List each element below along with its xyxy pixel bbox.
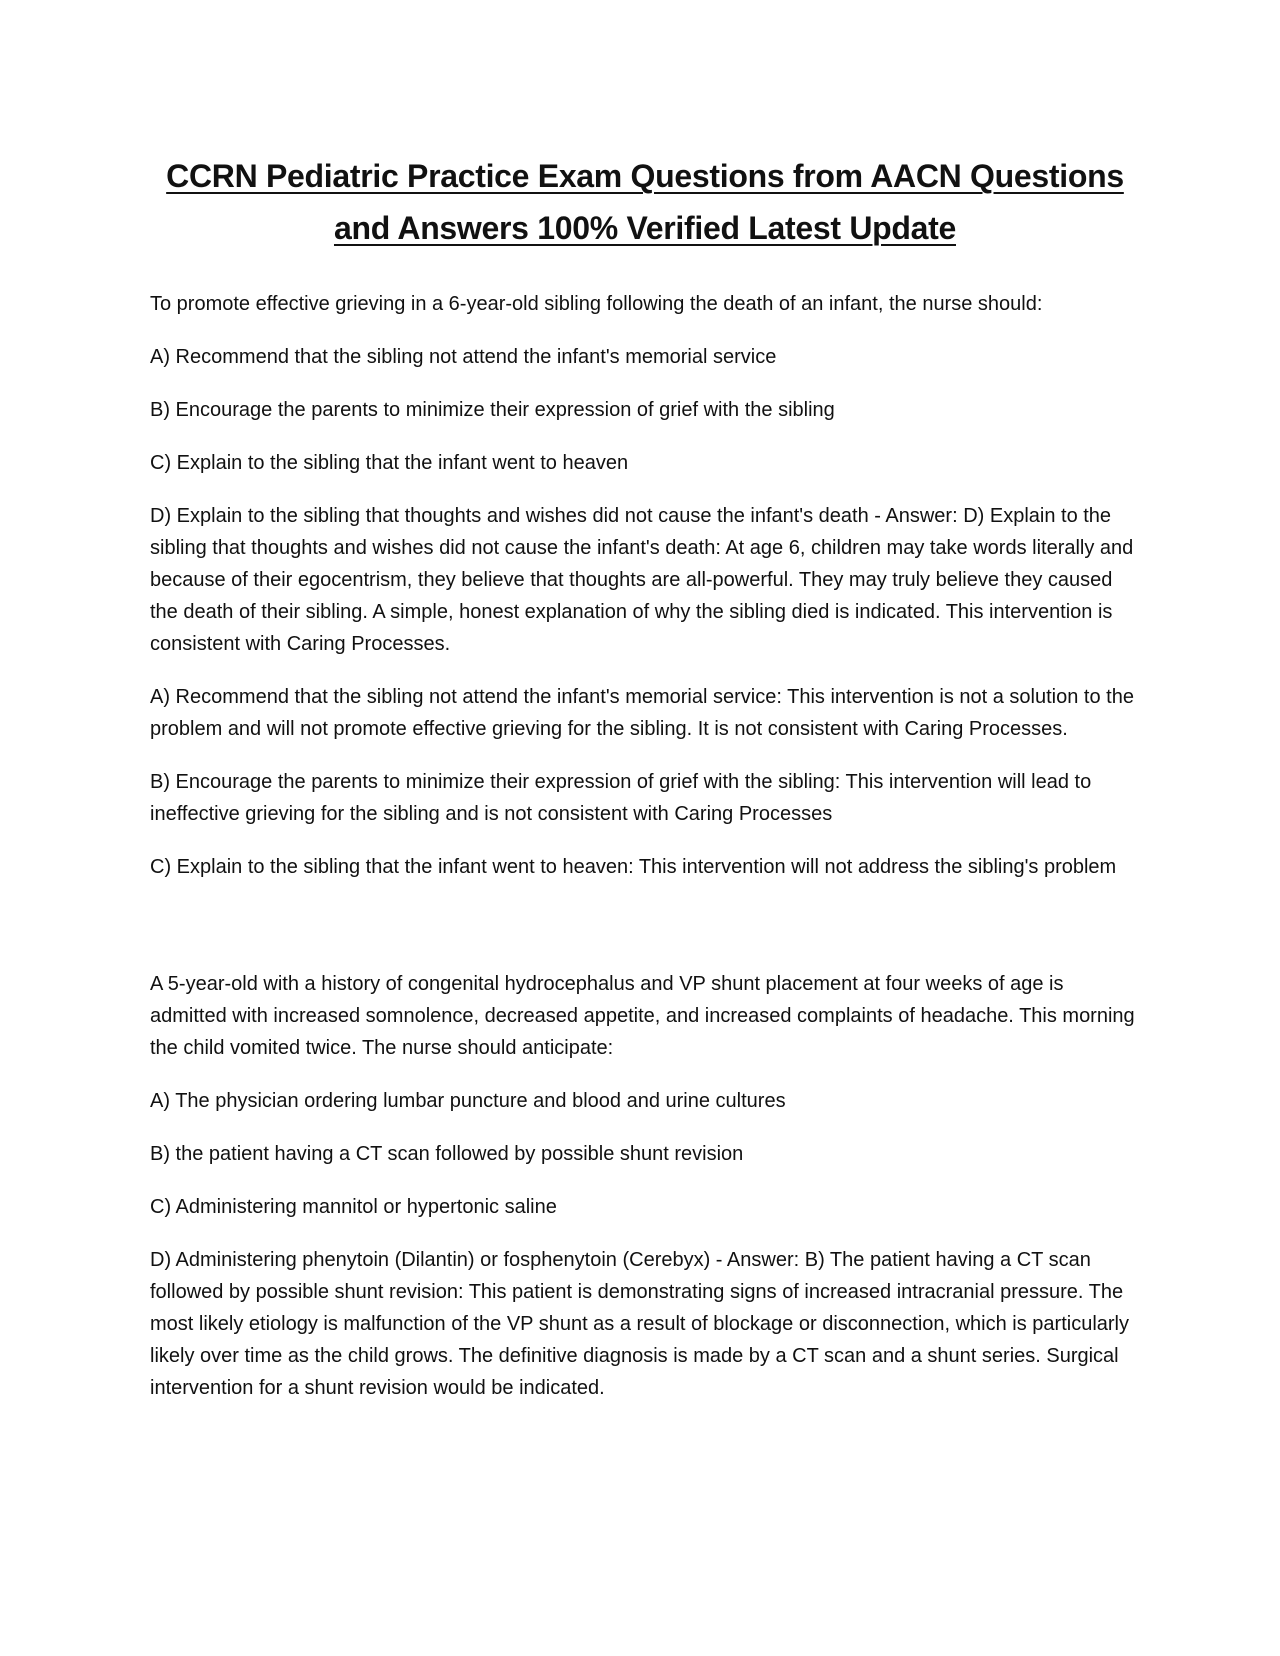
question-2-stem: A 5-year-old with a history of congenital hydrocephalus and VP shunt placement at four weeks of age is admitted with increased somnolence, decreased appetite, and increased complaints of headache. This morning the child vomited twice. The nurse should anticipate: — [150, 973, 1135, 1059]
question-2-option-a: A) The physician ordering lumbar puncture and blood and urine cultures — [150, 1090, 786, 1112]
title-line-1: CCRN Pediatric Practice Exam Questions from AACN Questions — [166, 158, 1124, 194]
question-2-option-c: C) Administering mannitol or hypertonic saline — [150, 1196, 557, 1218]
question-2-option-b: B) the patient having a CT scan followed by possible shunt revision — [150, 1143, 744, 1165]
title-line-2: and Answers 100% Verified Latest Update — [333, 210, 956, 246]
section-spacer — [150, 904, 1140, 968]
document-title — [150, 150, 1140, 254]
question-1-rationale-c: C) Explain to the sibling that the infant went to heaven: This intervention will not address the sibling's problem — [150, 856, 1117, 878]
question-1 — [150, 288, 1140, 883]
question-1-option-d-answer: D) Explain to the sibling that thoughts and wishes did not cause the infant's death - Answer: D) Explain to the sibling that thoughts and wishes did not cause the infant's death: At age 6, children may take words literally and because of their egocentrism, they believe that thoughts are all-powerful. They may truly believe they caused the death of their sibling. A simple, honest explanation of why the sibling died is indicated. This intervention is consistent with Caring Processes. — [150, 505, 1134, 655]
question-2-option-d-answer: D) Administering phenytoin (Dilantin) or fosphenytoin (Cerebyx) - Answer: B) The patient having a CT scan followed by possible shunt revision: This patient is demonstrating signs of increased intracranial pressure. The most likely etiology is malfunction of the VP shunt as a result of blockage or disconnection, which is particularly likely over time as the child grows. The definitive diagnosis is made by a CT scan and a shunt series. Surgical intervention for a shunt revision would be indicated. — [150, 1249, 1130, 1399]
question-1-option-c: C) Explain to the sibling that the infant went to heaven — [150, 452, 629, 474]
question-1-rationale-a: A) Recommend that the sibling not attend the infant's memorial service: This intervention is not a solution to the problem and will not promote effective grieving for the sibling. It is not consistent with Caring Processes. — [150, 686, 1134, 740]
question-1-option-b: B) Encourage the parents to minimize their expression of grief with the sibling — [150, 399, 835, 421]
question-2 — [150, 968, 1140, 1404]
question-1-stem: To promote effective grieving in a 6-year-old sibling following the death of an infant, the nurse should: — [150, 293, 1043, 315]
document-page — [150, 150, 1140, 1425]
question-1-rationale-b: B) Encourage the parents to minimize their expression of grief with the sibling: This intervention will lead to ineffective grieving for the sibling and is not consistent with Caring Processes — [150, 771, 1092, 825]
question-1-option-a: A) Recommend that the sibling not attend the infant's memorial service — [150, 346, 777, 368]
